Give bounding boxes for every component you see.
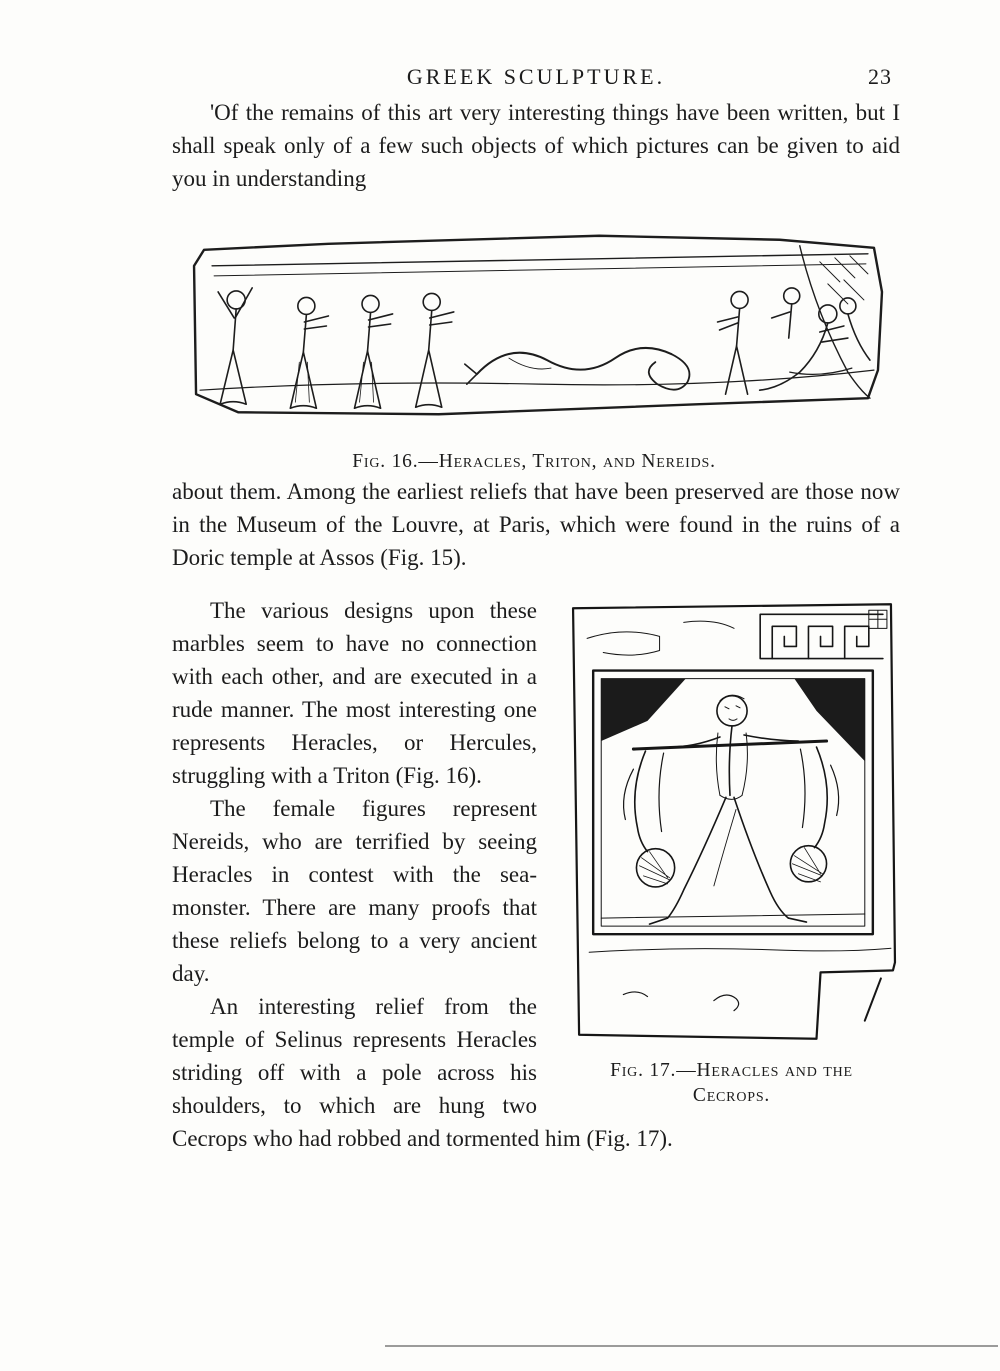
paragraph-designs: The various designs upon these marbles seem to have no connection with each other, and are executed in a rude manner. The most interesting one represents Heracles, or Hercules, struggling with a Triton (Fig. 16). (172, 597, 537, 788)
paragraph-intro: 'Of the remains of this art very interesting things have been written, but I shall speak only of a few such objects of which pictures can be given to aid you in understanding (172, 100, 900, 191)
figure-17 (563, 598, 900, 1109)
page-header (172, 64, 900, 96)
fig16-heracles-triton-nereids-illustration (178, 221, 890, 433)
text-wrap-section (172, 594, 900, 1155)
running-title: GREEK SCULPTURE. (406, 64, 666, 89)
figure-17-caption-line2: Cecrops. (692, 1085, 771, 1107)
figure-16-caption: Fig. 16.—Heracles, Triton, and Nereids. (352, 451, 716, 472)
figure-17-caption-line1: Fig. 17.—Heracles and the (610, 1059, 853, 1081)
scan-edge-artifact (385, 1345, 998, 1347)
page-number: 23 (868, 64, 892, 89)
paragraph-selinus: An interesting relief from the temple of Selinus represents Heracles striding off with a pole across his shoulders, to which are hung two Cecrops who had robbed and tormented him (Fig. 17). (172, 993, 673, 1151)
paragraph-about-assos: about them. Among the earliest reliefs that have been preserved are those now in the Museum of the Louvre, at Paris, which were found in the ruins of a Doric temple at Assos (Fig. 15). (172, 478, 900, 570)
fig17-heracles-cecrops-illustration (563, 598, 900, 1046)
figure-16 (178, 221, 900, 475)
paragraph-nereids: The female figures represent Nereids, who are terrified by seeing Heracles in contest with the sea-monster. There are many proofs that these reliefs belong to a very ancient day. (172, 795, 537, 986)
figure-17-caption (563, 1058, 900, 1109)
